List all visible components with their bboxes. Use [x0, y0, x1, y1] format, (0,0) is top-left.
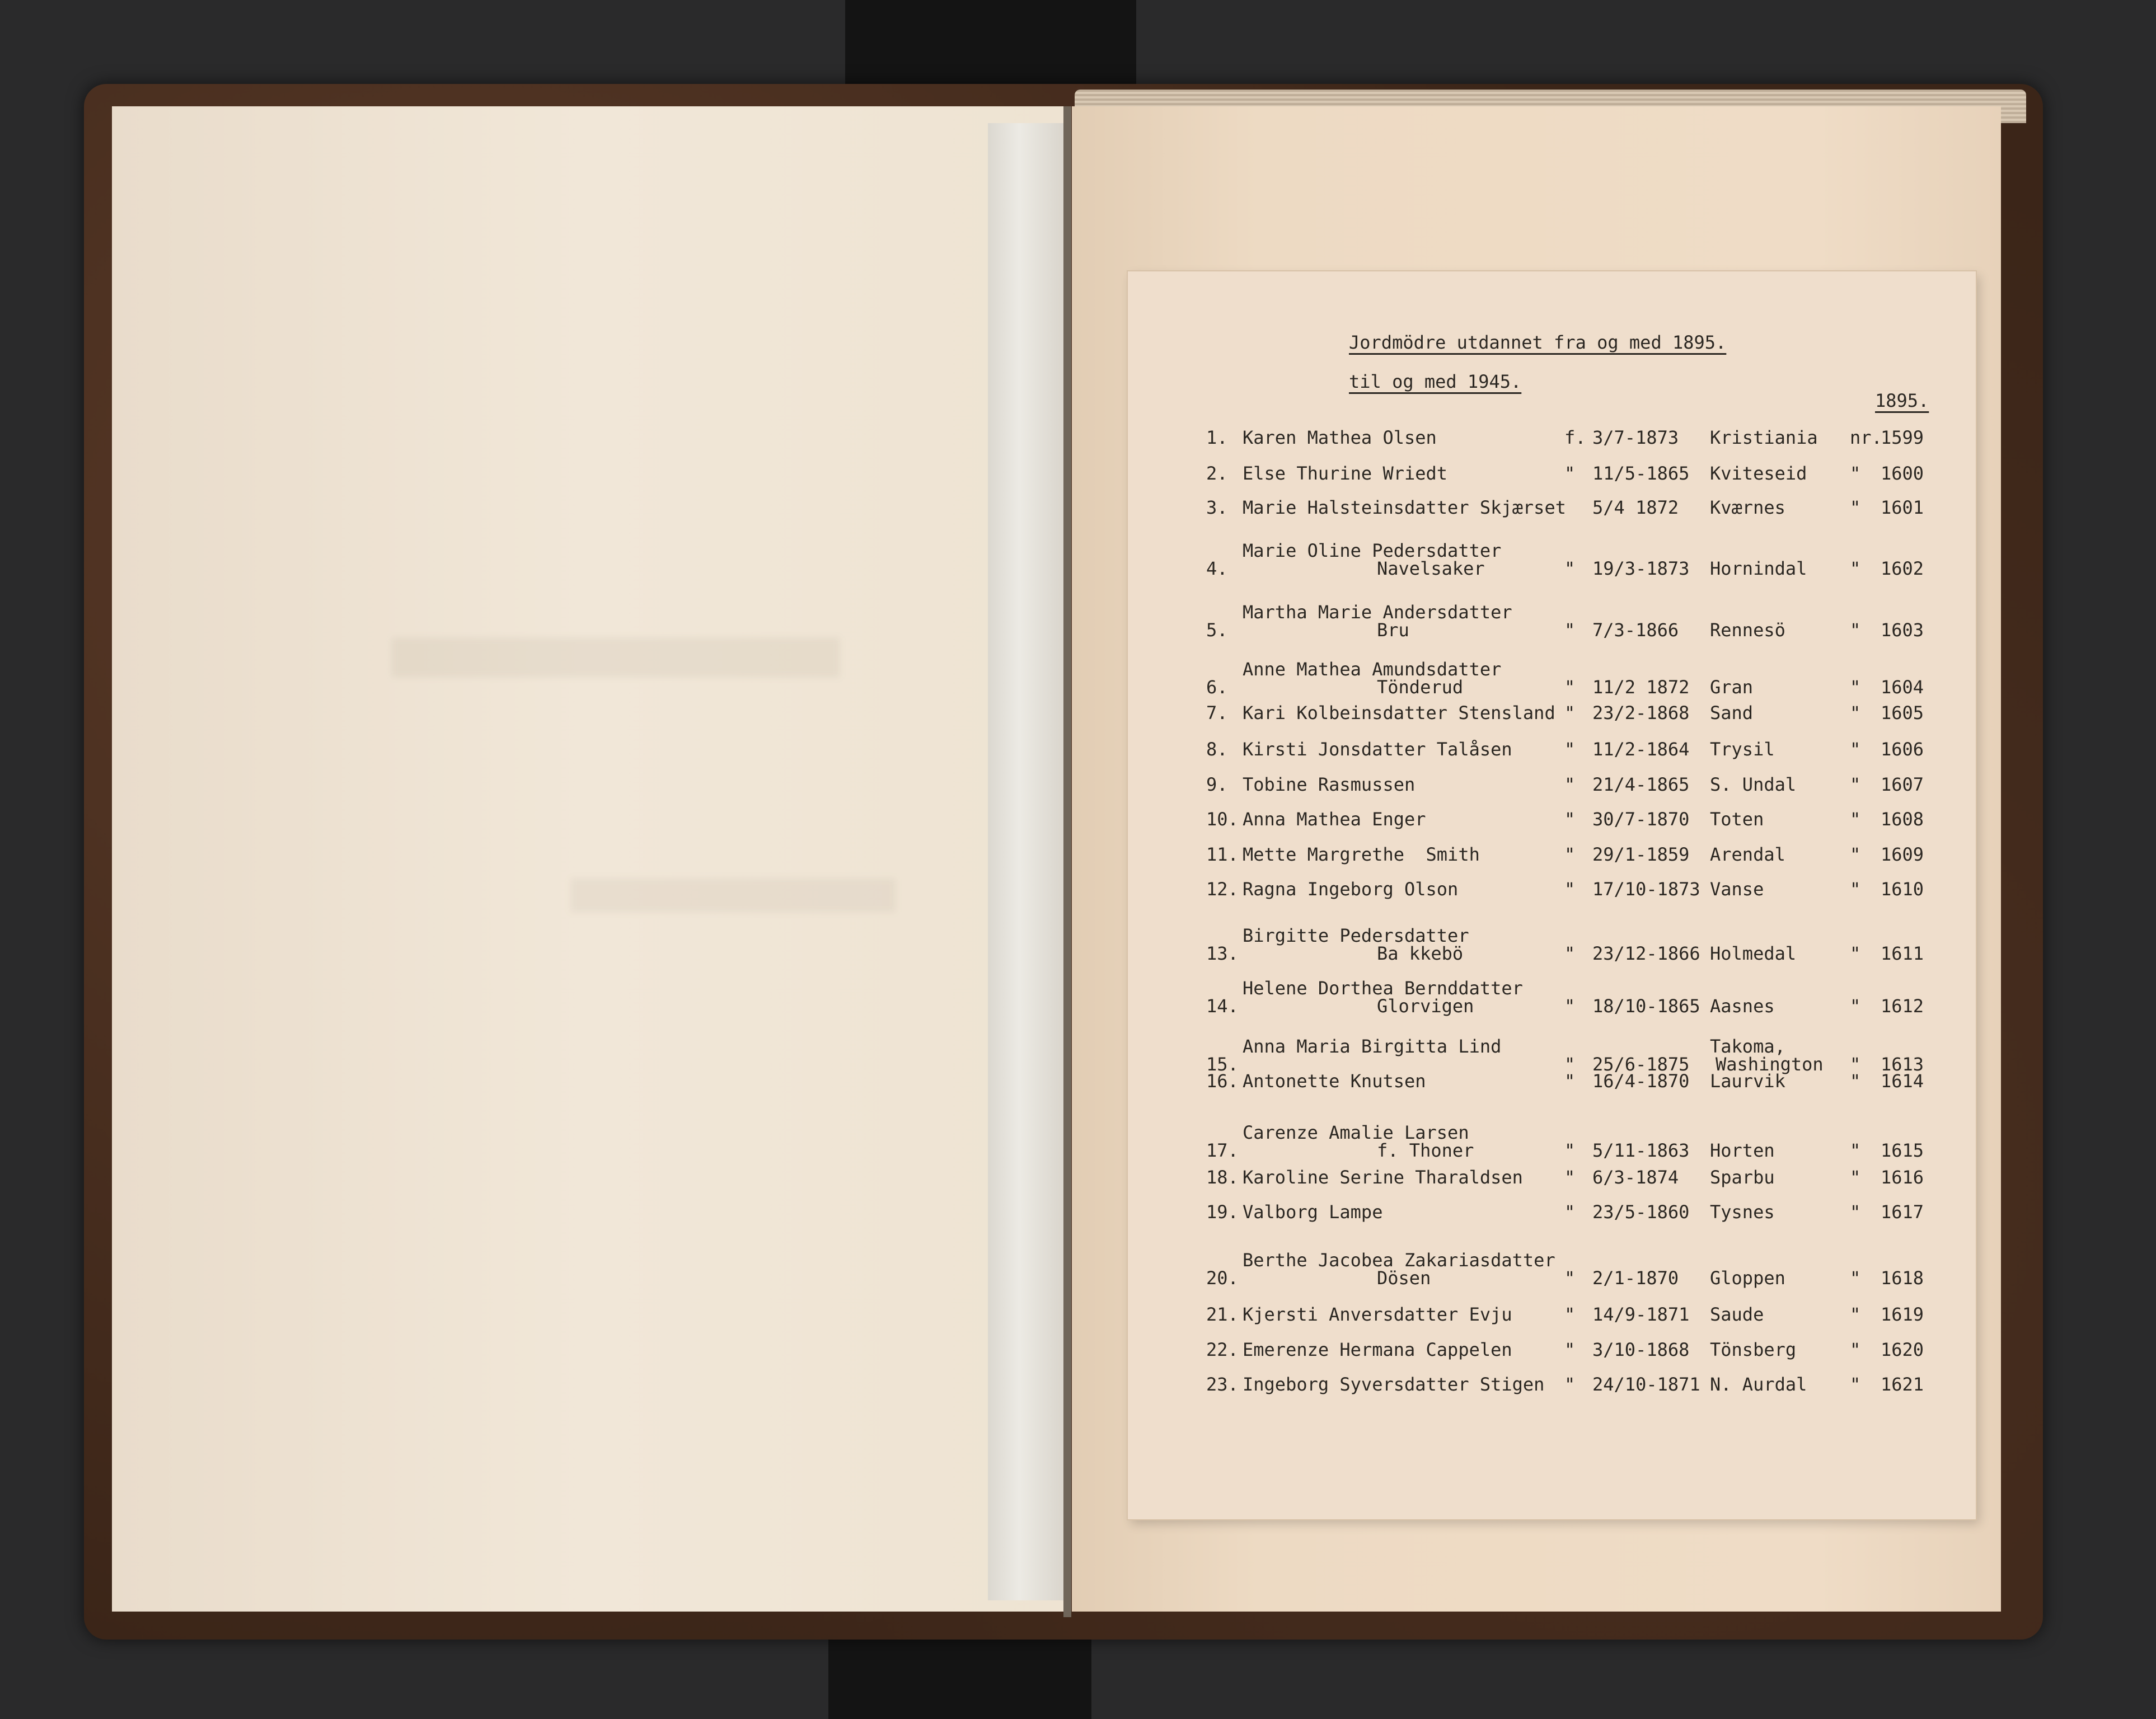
bleed-through-mark — [392, 638, 840, 677]
entry-number-ref: 1615 — [1881, 1140, 1924, 1161]
entry-name: Tobine Rasmussen — [1243, 774, 1416, 795]
entry-birthplace: Vanse — [1710, 879, 1764, 900]
entry-name-line-2: Tönderud — [1377, 677, 1464, 698]
entry-name: Kirsti Jonsdatter Talåsen — [1243, 739, 1512, 760]
entry-birthplace: Toten — [1710, 809, 1764, 830]
entry-nr-label: " — [1850, 995, 1861, 1017]
entry-nr-label: " — [1850, 943, 1861, 964]
entry-name-line-2: Navelsaker — [1377, 558, 1485, 579]
entry-birthplace: N. Aurdal — [1710, 1374, 1807, 1395]
entry-number-ref: 1600 — [1881, 463, 1924, 484]
entry-birthplace: Rennesö — [1710, 619, 1785, 641]
entry-number-ref: 1619 — [1881, 1304, 1924, 1325]
entry-mark: f. — [1564, 427, 1586, 448]
entry-mark: " — [1564, 1054, 1576, 1075]
entry-birth-date: 30/7-1870 — [1592, 809, 1690, 830]
entry-number-ref: 1610 — [1881, 879, 1924, 900]
entry-mark: " — [1564, 558, 1576, 579]
entry-number-ref: 1620 — [1881, 1339, 1924, 1360]
entry-nr-label: " — [1850, 739, 1861, 760]
entry-birthplace: Arendal — [1710, 844, 1785, 865]
entry-birth-date: 3/10-1868 — [1592, 1339, 1690, 1360]
entry-number: 11. — [1206, 844, 1239, 865]
entry-name: Marie Halsteinsdatter Skjærset — [1243, 497, 1566, 518]
entry-number: 4. — [1206, 558, 1228, 579]
entry-nr-label: " — [1850, 1054, 1861, 1075]
entry-mark: " — [1564, 702, 1576, 724]
entry-nr-label: " — [1850, 619, 1861, 641]
entry-number: 5. — [1206, 619, 1228, 641]
entry-name: Helene Dorthea Bernddatter — [1243, 978, 1523, 999]
entry-mark: " — [1564, 1374, 1576, 1395]
bleed-through-mark — [571, 879, 896, 912]
entry-mark: " — [1564, 739, 1576, 760]
entry-birthplace: Trysil — [1710, 739, 1775, 760]
entry-nr-label: " — [1850, 702, 1861, 724]
entry-number: 16. — [1206, 1070, 1239, 1092]
entry-name: Berthe Jacobea Zakariasdatter — [1243, 1250, 1555, 1271]
entry-nr-label: nr. — [1850, 427, 1882, 448]
entry-nr-label: " — [1850, 558, 1861, 579]
entry-nr-label: " — [1850, 1374, 1861, 1395]
entry-name: Ragna Ingeborg Olson — [1243, 879, 1459, 900]
entry-nr-label: " — [1850, 1070, 1861, 1092]
entry-number-ref: 1612 — [1881, 995, 1924, 1017]
entry-number: 14. — [1206, 995, 1239, 1017]
entry-mark: " — [1564, 774, 1576, 795]
entry-name-line-2: Bru — [1377, 619, 1409, 641]
gutter-tape — [988, 123, 1066, 1600]
entry-birth-date: 11/2 1872 — [1592, 677, 1690, 698]
entry-mark: " — [1564, 1201, 1576, 1223]
entry-number-ref: 1603 — [1881, 619, 1924, 641]
entry-birth-date: 6/3-1874 — [1592, 1167, 1679, 1188]
entry-name-line-2: Dösen — [1377, 1267, 1431, 1289]
entry-mark: " — [1564, 809, 1576, 830]
entry-mark: " — [1564, 1167, 1576, 1188]
entry-birth-date: 18/10-1865 — [1592, 995, 1700, 1017]
entry-number-ref: 1621 — [1881, 1374, 1924, 1395]
entry-birth-date: 23/12-1866 — [1592, 943, 1700, 964]
entry-number: 7. — [1206, 702, 1228, 724]
entry-birth-date: 3/7-1873 — [1592, 427, 1679, 448]
entry-birthplace: Hornindal — [1710, 558, 1807, 579]
entry-number-ref: 1601 — [1881, 497, 1924, 518]
entry-birth-date: 17/10-1873 — [1592, 879, 1700, 900]
entry-nr-label: " — [1850, 497, 1861, 518]
left-page — [112, 106, 1063, 1612]
entry-number: 17. — [1206, 1140, 1239, 1161]
entry-name: Else Thurine Wriedt — [1243, 463, 1448, 484]
entry-number: 1. — [1206, 427, 1228, 448]
entry-birth-date: 25/6-1875 — [1592, 1054, 1690, 1075]
entry-birthplace: Sand — [1710, 702, 1754, 724]
entry-birth-date: 29/1-1859 — [1592, 844, 1690, 865]
entry-number: 6. — [1206, 677, 1228, 698]
entry-mark: " — [1564, 995, 1576, 1017]
sheet-title-line-1: Jordmödre utdannet fra og med 1895. — [1349, 332, 1727, 353]
entry-number-ref: 1618 — [1881, 1267, 1924, 1289]
entry-name-line-2: Ba kkebö — [1377, 943, 1464, 964]
entry-birthplace: Kristiania — [1710, 427, 1818, 448]
entry-mark: " — [1564, 619, 1576, 641]
entry-number-ref: 1602 — [1881, 558, 1924, 579]
entry-number: 3. — [1206, 497, 1228, 518]
entry-name-line-2: Glorvigen — [1377, 995, 1474, 1017]
entry-birth-date: 2/1-1870 — [1592, 1267, 1679, 1289]
entry-name: Mette Margrethe Smith — [1243, 844, 1480, 865]
year-heading: 1895. — [1875, 390, 1929, 411]
entry-nr-label: " — [1850, 844, 1861, 865]
entry-number: 12. — [1206, 879, 1239, 900]
entry-birth-date: 11/2-1864 — [1592, 739, 1690, 760]
entry-name: Ingeborg Syversdatter Stigen — [1243, 1374, 1545, 1395]
entry-number-ref: 1607 — [1881, 774, 1924, 795]
entry-nr-label: " — [1850, 1167, 1861, 1188]
entry-mark: " — [1564, 879, 1576, 900]
entry-number-ref: 1617 — [1881, 1201, 1924, 1223]
entry-nr-label: " — [1850, 879, 1861, 900]
entry-number-ref: 1599 — [1881, 427, 1924, 448]
entry-mark: " — [1564, 1304, 1576, 1325]
entry-mark: " — [1564, 1070, 1576, 1092]
entry-mark: " — [1564, 943, 1576, 964]
entry-mark: " — [1564, 463, 1576, 484]
entry-nr-label: " — [1850, 1140, 1861, 1161]
entry-mark: " — [1564, 1140, 1576, 1161]
backdrop-stripe-top — [845, 0, 1136, 84]
entry-name: Birgitte Pedersdatter — [1243, 925, 1469, 946]
entry-number: 18. — [1206, 1167, 1239, 1188]
entry-birthplace: Sparbu — [1710, 1167, 1775, 1188]
entry-number-ref: 1608 — [1881, 809, 1924, 830]
entry-name: Emerenze Hermana Cappelen — [1243, 1339, 1512, 1360]
entry-birthplace: Horten — [1710, 1140, 1775, 1161]
entry-number: 10. — [1206, 809, 1239, 830]
sheet-title-line-2: til og med 1945. — [1349, 371, 1522, 392]
entry-number: 21. — [1206, 1304, 1239, 1325]
entry-birth-date: 24/10-1871 — [1592, 1374, 1700, 1395]
entry-number: 19. — [1206, 1201, 1239, 1223]
entry-birth-date: 14/9-1871 — [1592, 1304, 1690, 1325]
entry-birthplace: Aasnes — [1710, 995, 1775, 1017]
entry-birth-date: 23/2-1868 — [1592, 702, 1690, 724]
entry-name: Anna Mathea Enger — [1243, 809, 1426, 830]
entry-number: 23. — [1206, 1374, 1239, 1395]
entry-birthplace: Takoma, — [1710, 1036, 1785, 1057]
entry-nr-label: " — [1850, 809, 1861, 830]
entry-mark: " — [1564, 1267, 1576, 1289]
entry-name: Karen Mathea Olsen — [1243, 427, 1437, 448]
entry-mark: " — [1564, 844, 1576, 865]
entry-name-line-2: f. Thoner — [1377, 1140, 1474, 1161]
entry-number: 22. — [1206, 1339, 1239, 1360]
entry-number: 8. — [1206, 739, 1228, 760]
entry-nr-label: " — [1850, 1304, 1861, 1325]
entry-number: 2. — [1206, 463, 1228, 484]
entry-name: Marie Oline Pedersdatter — [1243, 540, 1502, 561]
book-spine — [1063, 106, 1071, 1617]
entry-number-ref: 1611 — [1881, 943, 1924, 964]
entry-nr-label: " — [1850, 774, 1861, 795]
entry-number-ref: 1616 — [1881, 1167, 1924, 1188]
entry-number: 15. — [1206, 1054, 1239, 1075]
entry-birthplace: Kværnes — [1710, 497, 1785, 518]
entry-birthplace: Holmedal — [1710, 943, 1797, 964]
entry-number-ref: 1609 — [1881, 844, 1924, 865]
entry-birthplace: S. Undal — [1710, 774, 1797, 795]
entry-birth-date: 16/4-1870 — [1592, 1070, 1690, 1092]
entry-birth-date: 5/4 1872 — [1592, 497, 1679, 518]
entry-name: Carenze Amalie Larsen — [1243, 1122, 1469, 1143]
entry-mark: " — [1564, 677, 1576, 698]
pasted-sheet — [1128, 271, 1976, 1519]
entry-name: Anne Mathea Amundsdatter — [1243, 659, 1502, 680]
entry-number-ref: 1605 — [1881, 702, 1924, 724]
entry-birthplace-line-2: Washington — [1716, 1054, 1824, 1075]
entry-name: Kari Kolbeinsdatter Stensland — [1243, 702, 1555, 724]
entry-mark: " — [1564, 1339, 1576, 1360]
entry-name: Antonette Knutsen — [1243, 1070, 1426, 1092]
entry-birth-date: 21/4-1865 — [1592, 774, 1690, 795]
entry-birthplace: Laurvik — [1710, 1070, 1785, 1092]
entry-birthplace: Kviteseid — [1710, 463, 1807, 484]
entry-birth-date: 23/5-1860 — [1592, 1201, 1690, 1223]
entry-name: Martha Marie Andersdatter — [1243, 602, 1512, 623]
entry-nr-label: " — [1850, 1201, 1861, 1223]
entry-birth-date: 11/5-1865 — [1592, 463, 1690, 484]
entry-birthplace: Tönsberg — [1710, 1339, 1797, 1360]
entry-birthplace: Saude — [1710, 1304, 1764, 1325]
entry-number: 13. — [1206, 943, 1239, 964]
entry-birthplace: Gran — [1710, 677, 1754, 698]
entry-number-ref: 1604 — [1881, 677, 1924, 698]
entry-birth-date: 5/11-1863 — [1592, 1140, 1690, 1161]
entry-name: Valborg Lampe — [1243, 1201, 1383, 1223]
entry-number-ref: 1614 — [1881, 1070, 1924, 1092]
entry-nr-label: " — [1850, 677, 1861, 698]
entry-number: 20. — [1206, 1267, 1239, 1289]
backdrop-stripe-bottom — [828, 1640, 1091, 1719]
entry-name: Anna Maria Birgitta Lind — [1243, 1036, 1502, 1057]
entry-name: Kjersti Anversdatter Evju — [1243, 1304, 1512, 1325]
entry-birth-date: 19/3-1873 — [1592, 558, 1690, 579]
entry-nr-label: " — [1850, 1267, 1861, 1289]
entry-number-ref: 1613 — [1881, 1054, 1924, 1075]
entry-name: Karoline Serine Tharaldsen — [1243, 1167, 1523, 1188]
entry-number-ref: 1606 — [1881, 739, 1924, 760]
entry-birthplace: Gloppen — [1710, 1267, 1785, 1289]
entry-nr-label: " — [1850, 463, 1861, 484]
entry-birth-date: 7/3-1866 — [1592, 619, 1679, 641]
entry-number: 9. — [1206, 774, 1228, 795]
entry-birthplace: Tysnes — [1710, 1201, 1775, 1223]
entry-nr-label: " — [1850, 1339, 1861, 1360]
